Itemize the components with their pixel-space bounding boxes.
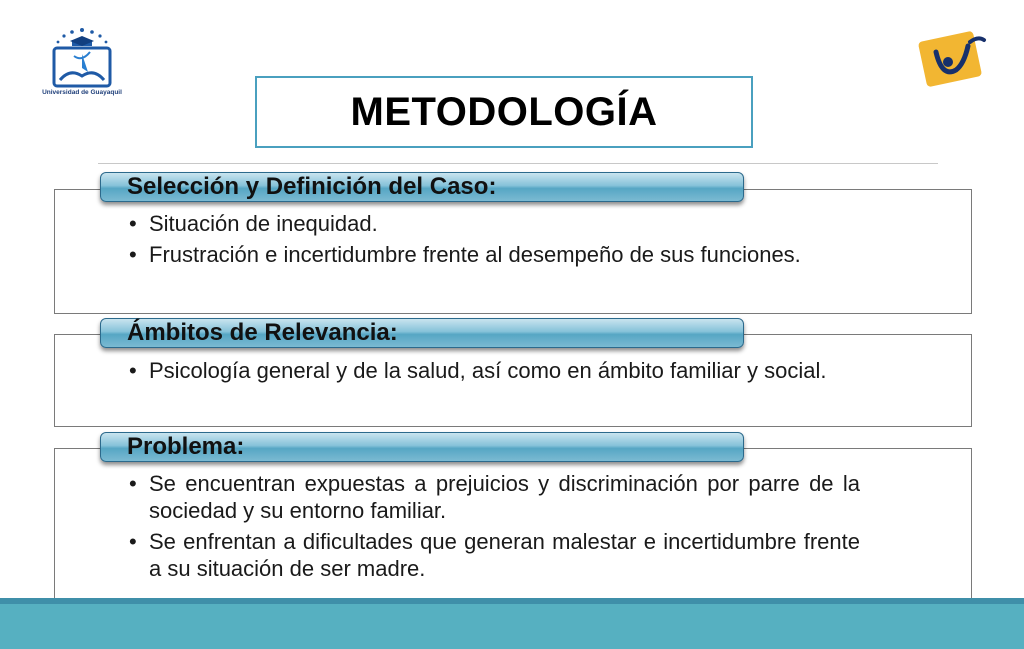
faculty-logo-icon <box>912 26 994 92</box>
list-item: • Frustración e incertidumbre frente al desempeño de sus funciones. <box>149 241 860 268</box>
footer-band <box>0 604 1024 649</box>
bullet-list <box>55 210 860 268</box>
section-tab-caso <box>100 172 744 202</box>
list-item: • Se encuentran expuestas a prejuicios y discriminación por parre de la sociedad y su entorno familiar. <box>149 470 860 524</box>
bullet-list <box>55 470 860 582</box>
list-item: • Se enfrentan a dificultades que generan malestar e incertidumbre frente a su situación de ser madre. <box>149 528 860 582</box>
page-title: METODOLOGÍA <box>350 89 658 134</box>
section-heading: Problema: <box>127 433 245 460</box>
section-box-caso <box>54 189 972 314</box>
section-heading: Selección y Definición del Caso: <box>127 173 497 200</box>
list-item: • Situación de inequidad. <box>149 210 860 237</box>
university-logo-caption: Universidad de Guayaquil <box>42 89 122 96</box>
bullet-list <box>55 357 860 384</box>
title-box <box>255 76 753 148</box>
section-box-problema <box>54 448 972 600</box>
section-tab-problema <box>100 432 744 462</box>
list-item: • Psicología general y de la salud, así como en ámbito familiar y social. <box>149 357 860 384</box>
section-tab-ambitos <box>100 318 744 348</box>
header-divider <box>98 163 938 164</box>
section-heading: Ámbitos de Relevancia: <box>127 319 398 346</box>
